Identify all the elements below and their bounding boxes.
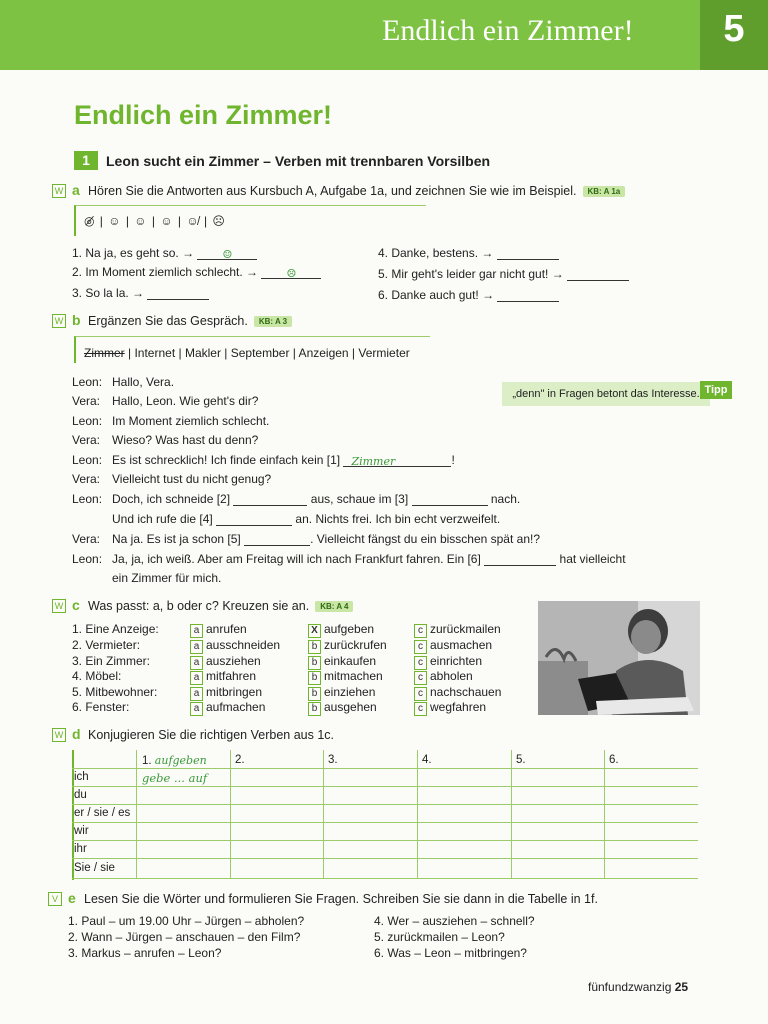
answer-blank[interactable] [497, 289, 559, 302]
row-label: 5. Mitbewohner: [72, 685, 158, 699]
table-rule [72, 878, 698, 879]
table-header: 2. [235, 754, 245, 766]
answer-blank[interactable] [147, 287, 209, 300]
row-label: 2. Vermieter: [72, 638, 141, 652]
section-c-badge: W [52, 599, 66, 613]
section-a-instruction-text: Hören Sie die Antworten aus Kursbuch A, Aufgabe 1a, und zeichnen Sie wie im Beispiel. [88, 184, 577, 198]
answer-blank[interactable] [567, 268, 629, 281]
answer-blank[interactable] [412, 493, 488, 506]
section-b-letter: b [72, 312, 81, 328]
handwritten-answer: gebe ... auf [142, 771, 208, 785]
list-item: 4. Danke, bestens. → [378, 246, 559, 260]
answer-blank[interactable]: ☹ [261, 266, 321, 279]
section-e-instruction: Lesen Sie die Wörter und formulieren Sie Fragen. Schreiben Sie sie dann in die Tabelle in 1f. [84, 892, 598, 906]
handwritten-answer: aufgeben [154, 754, 207, 767]
answer-blank[interactable] [244, 533, 310, 546]
row-label: 1. Eine Anzeige: [72, 622, 159, 636]
dialog-line: Hallo, Vera. [112, 375, 175, 389]
dialog-line: Doch, ich schneide [2] aus, schaue im [3] nach. [112, 492, 521, 506]
list-item: 6. Danke auch gut! → [378, 288, 559, 302]
section-e-letter: e [68, 890, 76, 906]
chapter-number: 5 [723, 8, 745, 50]
option-a[interactable]: a ausschneiden [190, 638, 280, 654]
option-c[interactable]: c einrichten [414, 654, 482, 670]
option-b[interactable]: b einziehen [308, 685, 375, 701]
list-item: 5. zurückmailen – Leon? [374, 930, 505, 944]
answer-blank[interactable] [484, 553, 556, 566]
section-e-badge: V [48, 892, 62, 906]
table-header: 1. aufgeben [142, 754, 207, 767]
section-a-letter: a [72, 182, 80, 198]
row-header: du [74, 789, 87, 801]
photo-man-with-laptop [538, 601, 700, 715]
dialog-line: ein Zimmer für mich. [112, 571, 222, 585]
section-d-instruction: Konjugieren Sie die richtigen Verben aus 1c. [88, 728, 334, 742]
section-b-instruction: Ergänzen Sie das Gespräch. KB: A 3 [88, 314, 292, 328]
option-a[interactable]: a mitfahren [190, 669, 256, 685]
list-item: 5. Mir geht's leider gar nicht gut! → [378, 267, 629, 281]
section-a-instruction [88, 184, 625, 198]
dialog-speaker: Leon: [72, 492, 103, 506]
answer-blank[interactable] [233, 493, 307, 506]
dialog-line: Hallo, Leon. Wie geht's dir? [112, 394, 259, 408]
page-number: 25 [674, 980, 689, 994]
section-a-badge: W [52, 184, 66, 198]
dialog-line: Es ist schrecklich! Ich finde einfach kein [1] Zimmer ! [112, 453, 455, 468]
table-col-rule [511, 750, 512, 878]
table-col-rule [136, 750, 137, 878]
row-label: 3. Ein Zimmer: [72, 654, 151, 668]
section-b-badge: W [52, 314, 66, 328]
row-header: wir [74, 825, 89, 837]
dialog-speaker: Vera: [72, 532, 101, 546]
dialog-speaker: Leon: [72, 375, 103, 389]
option-b[interactable]: b zurückrufen [308, 638, 387, 654]
list-item: 3. Markus – anrufen – Leon? [68, 946, 222, 960]
option-c[interactable]: c zurückmailen [414, 622, 501, 638]
table-header: 4. [422, 754, 432, 766]
dialog-speaker: Leon: [72, 552, 103, 566]
wordbox-words [84, 346, 410, 360]
tipp-label: Tipp [700, 381, 732, 399]
table-col-rule [417, 750, 418, 878]
row-label: 4. Möbel: [72, 669, 122, 683]
table-header: 6. [609, 754, 619, 766]
dialog-line: Vielleicht tust du nicht genug? [112, 472, 272, 486]
section-c-letter: c [72, 597, 80, 613]
table-header: 3. [328, 754, 338, 766]
option-c[interactable]: c nachschauen [414, 685, 501, 701]
dialog-speaker: Vera: [72, 433, 101, 447]
option-b[interactable]: b einkaufen [308, 654, 376, 670]
row-header: ihr [74, 843, 87, 855]
page-number-word: fünfundzwanzig [588, 980, 672, 994]
option-b-checked[interactable]: X aufgeben [308, 622, 374, 638]
exercise-number: 1 [74, 151, 98, 170]
kb-reference: KB: A 3 [254, 316, 292, 327]
page-title: Endlich ein Zimmer! [74, 100, 333, 130]
exercise-title: Leon sucht ein Zimmer – Verben mit trennbaren Vorsilben [106, 153, 491, 169]
option-a[interactable]: a aufmachen [190, 700, 265, 716]
answer-blank[interactable] [497, 247, 559, 260]
section-a-legend: ◎̸ | ☺ | ☺ | ☺ | ☺̸ | ☹ [84, 214, 226, 228]
option-b[interactable]: b mitmachen [308, 669, 383, 685]
option-a[interactable]: a anrufen [190, 622, 247, 638]
list-item: 6. Was – Leon – mitbringen? [374, 946, 527, 960]
option-c[interactable]: c wegfahren [414, 700, 486, 716]
row-header: Sie / sie [74, 862, 115, 874]
option-b[interactable]: b ausgehen [308, 700, 377, 716]
dialog-line: Und ich rufe die [4] an. Nichts frei. Ich bin echt verzweifelt. [112, 512, 501, 526]
list-item: 3. So la la. → [72, 286, 209, 300]
dialog-line: Ja, ja, ich weiß. Aber am Freitag will ich nach Frankfurt fahren. Ein [6] hat vielleicht [112, 552, 626, 566]
list-item: 1. Na ja, es geht so. → ☺ [72, 246, 257, 260]
section-d-badge: W [52, 728, 66, 742]
dialog-line: Wieso? Was hast du denn? [112, 433, 259, 447]
table-col-rule [604, 750, 605, 878]
option-c[interactable]: c abholen [414, 669, 473, 685]
dialog-speaker: Leon: [72, 453, 103, 467]
tipp-box: „denn" in Fragen betont das Interesse. [502, 382, 710, 406]
list-item: 4. Wer – ausziehen – schnell? [374, 914, 535, 928]
kb-reference: KB: A 4 [315, 601, 353, 612]
option-a[interactable]: a mitbringen [190, 685, 262, 701]
table-header: 5. [516, 754, 526, 766]
answer-blank[interactable] [216, 513, 292, 526]
struck-word: Zimmer [84, 346, 125, 360]
page-footer [588, 980, 688, 994]
list-item: 2. Wann – Jürgen – anschauen – den Film? [68, 930, 301, 944]
dialog-speaker: Leon: [72, 414, 103, 428]
option-a[interactable]: a ausziehen [190, 654, 261, 670]
wordbox-list: | Internet | Makler | September | Anzeigen | Vermieter [128, 346, 410, 360]
option-c[interactable]: c ausmachen [414, 638, 492, 654]
kb-reference: KB: A 1a [583, 186, 626, 197]
dialog-line: Im Moment ziemlich schlecht. [112, 414, 270, 428]
chapter-title: Endlich ein Zimmer! [382, 14, 634, 47]
photo-illustration [538, 601, 700, 715]
table-col-rule [230, 750, 231, 878]
answer-blank[interactable]: ☺ [197, 247, 257, 260]
section-d-letter: d [72, 726, 81, 742]
list-item: 2. Im Moment ziemlich schlecht. → ☹ [72, 265, 321, 279]
dialog-speaker: Vera: [72, 394, 101, 408]
section-c-instruction: Was passt: a, b oder c? Kreuzen sie an. KB: A 4 [88, 599, 353, 613]
dialog-speaker: Vera: [72, 472, 101, 486]
table-col-rule [323, 750, 324, 878]
row-header: er / sie / es [74, 807, 131, 819]
answer-blank[interactable]: Zimmer [343, 454, 451, 467]
row-header: ich [74, 771, 89, 783]
dialog-line: Na ja. Es ist ja schon [5] . Vielleicht fängst du ein bisschen spät an!? [112, 532, 541, 546]
list-item: 1. Paul – um 19.00 Uhr – Jürgen – abholen? [68, 914, 305, 928]
row-label: 6. Fenster: [72, 700, 130, 714]
